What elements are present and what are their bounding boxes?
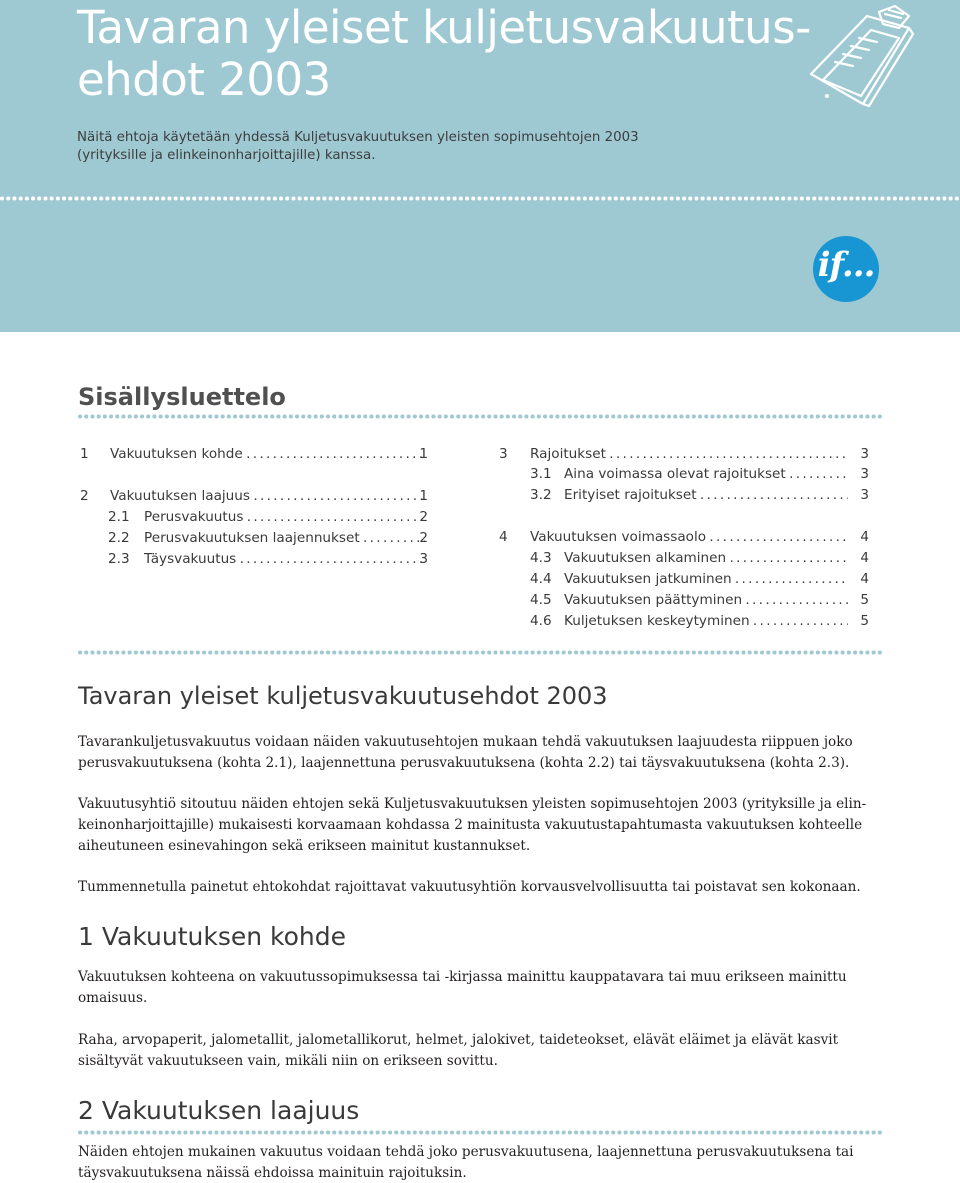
toc-page: 2 [419, 509, 428, 525]
paragraph-line: sisältyvät vakuutukseen vain, mikäli niin on erikseen sovittu. [78, 1053, 498, 1069]
toc-page: 1 [419, 488, 428, 504]
toc-number: 2.3 [108, 551, 130, 567]
toc-label: Perusvakuutuksen laajennukset . . . [144, 528, 425, 548]
paragraph-line: aiheutuneen esinevahingon sekä erikseen mainitut kustannukset. [78, 838, 531, 854]
toc-page: 4 [860, 571, 869, 587]
toc-page: 5 [860, 592, 869, 608]
toc-label: Aina voimassa olevat rajoitukset . . . [564, 464, 848, 484]
toc-label: Vakuutuksen alkaminen . . . [564, 548, 848, 568]
toc-entry[interactable] [499, 569, 871, 589]
document-title-line: Tavaran yleiset kuljetusvakuutus- [77, 1, 811, 54]
paragraph-line: Raha, arvopaperit, jalometallit, jalometallikorut, helmet, jalokivet, taideteokset, elävät eläimet ja elävät kasvit [78, 1032, 839, 1048]
toc-entry[interactable] [499, 590, 871, 610]
toc-page: 3 [860, 446, 869, 462]
if-logo [813, 236, 879, 302]
toc-page: 4 [860, 529, 869, 545]
header-banner [0, 0, 960, 332]
toc-number: 4.3 [530, 550, 552, 566]
toc-number: 2.1 [108, 509, 130, 525]
toc-page: 3 [419, 551, 428, 567]
toc-label: Erityiset rajoitukset . . . [564, 485, 848, 505]
toc-entry[interactable] [499, 527, 871, 547]
header-intro-line: (yrityksille ja elinkeinonharjoittajille) kanssa. [77, 148, 376, 163]
cargo-ship-icon [805, 4, 917, 108]
toc-entry[interactable] [499, 548, 871, 568]
toc-entry[interactable] [80, 486, 450, 506]
toc-entry[interactable] [80, 528, 450, 548]
intro-paragraph [78, 732, 898, 774]
paragraph-line: Tummennetulla painetut ehtokohdat rajoittavat vakuutusyhtiön korvausvelvollisuutta tai poistavat sen kokonaan. [78, 879, 861, 895]
toc-label: Rajoitukset . . . [530, 444, 848, 464]
header-intro-line: Näitä ehtoja käytetään yhdessä Kuljetusvakuutuksen yleisten sopimusehtojen 2003 [77, 130, 639, 145]
intro-paragraph [78, 877, 898, 898]
dotted-divider [78, 1130, 884, 1135]
toc-label: Vakuutuksen jatkuminen . . . [564, 569, 848, 589]
toc-entry[interactable] [80, 507, 450, 527]
toc-page: 1 [419, 446, 428, 462]
toc-page: 5 [860, 613, 869, 629]
toc-page: 3 [860, 487, 869, 503]
toc-entry[interactable] [499, 444, 871, 464]
toc-label: Vakuutuksen päättyminen . . . [564, 590, 848, 610]
dotted-divider [78, 414, 884, 419]
paragraph-line: omaisuus. [78, 990, 148, 1006]
toc-page: 4 [860, 550, 869, 566]
paragraph-line: Vakuutusyhtiö sitoutuu näiden ehtojen sekä Kuljetusvakuutuksen yleisten sopimusehtojen 2003 (yrityksille ja elin- [78, 796, 867, 812]
paragraph-line: keinonharjoittajille) mukaisesti korvaamaan kohdassa 2 mainitusta vakuutustapahtumasta vakuutuksen kohteelle [78, 817, 863, 833]
toc-number: 2.2 [108, 530, 130, 546]
section-2-paragraph [78, 1142, 898, 1183]
toc-number: 4 [499, 529, 508, 545]
toc-label: Vakuutuksen kohde . . . [110, 444, 425, 464]
paragraph-line: Vakuutuksen kohteena on vakuutussopimuksessa tai -kirjassa mainittu kauppatavara tai muu erikseen mainittu [78, 969, 847, 985]
toc-number: 2 [80, 488, 89, 504]
paragraph-line: Tavarankuljetusvakuutus voidaan näiden vakuutusehtojen mukaan tehdä vakuutuksen laajuudesta riippuen joko [78, 734, 853, 750]
document-title-line: ehdot 2003 [77, 53, 331, 106]
toc-page: 2 [419, 530, 428, 546]
section-2-heading: 2 Vakuutuksen laajuus [78, 1096, 360, 1125]
toc-number: 4.5 [530, 592, 552, 608]
header-intro [77, 129, 717, 165]
toc-entry[interactable] [499, 611, 871, 631]
toc-number: 4.6 [530, 613, 552, 629]
toc-number: 3 [499, 446, 508, 462]
toc-label: Kuljetuksen keskeytyminen . . . [564, 611, 848, 631]
toc-title: Sisällysluettelo [78, 383, 286, 411]
section-1-heading: 1 Vakuutuksen kohde [78, 922, 347, 951]
paragraph-line: täysvakuutuksena näissä ehdoissa mainituin rajoituksin. [78, 1165, 467, 1181]
dotted-divider [78, 650, 884, 655]
dotted-divider [0, 196, 960, 201]
toc-label: Täysvakuutus . . . [144, 549, 425, 569]
intro-paragraph [78, 794, 898, 857]
toc-number: 1 [80, 446, 89, 462]
section-1-paragraph [78, 1030, 898, 1072]
paragraph-line: Näiden ehtojen mukainen vakuutus voidaan tehdä joko perusvakuutusena, laajennettuna perusvakuutuksena tai [78, 1144, 854, 1160]
toc-entry[interactable] [499, 464, 871, 484]
toc-label: Vakuutuksen laajuus . . . [110, 486, 425, 506]
if-logo-text: if... [817, 245, 875, 285]
paragraph-line: perusvakuutuksena (kohta 2.1), laajennettuna perusvakuutuksena (kohta 2.2) tai täysvakuutuksena (kohta 2.3). [78, 755, 850, 771]
toc-number: 3.1 [530, 466, 552, 482]
toc-entry[interactable] [80, 444, 450, 464]
toc-label: Vakuutuksen voimassaolo . . . [530, 527, 848, 547]
toc-page: 3 [860, 466, 869, 482]
main-heading: Tavaran yleiset kuljetusvakuutusehdot 2003 [78, 682, 608, 710]
section-1-paragraph [78, 967, 898, 1009]
document-title [77, 2, 817, 106]
toc-number: 4.4 [530, 571, 552, 587]
toc-label: Perusvakuutus . . . [144, 507, 425, 527]
toc-entry[interactable] [499, 485, 871, 505]
toc-number: 3.2 [530, 487, 552, 503]
toc-entry[interactable] [80, 549, 450, 569]
